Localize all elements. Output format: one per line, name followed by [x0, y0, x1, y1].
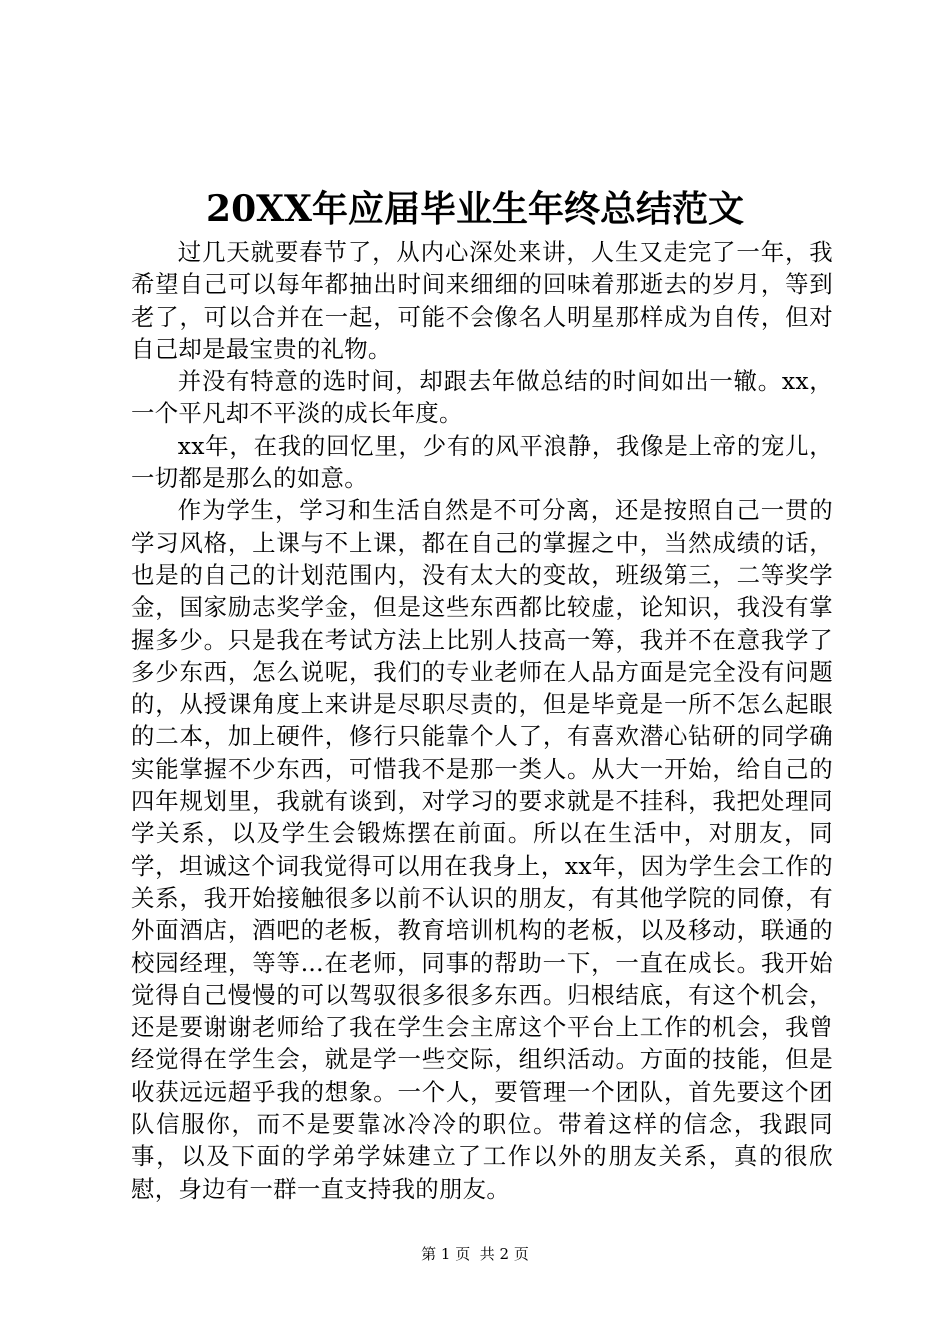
document-body	[131, 236, 833, 1205]
paragraph: 作为学生，学习和生活自然是不可分离，还是按照自己一贯的学习风格，上课与不上课，都在自己的掌握之中，当然成绩的话，也是的自己的计划范围内，没有太大的变故，班级第三，二等奖学金，国家励志奖学金，但是这些东西都比较虚，论知识，我没有掌握多少。只是我在考试方法上比别人技高一筹，我并不在意我学了多少东西，怎么说呢，我们的专业老师在人品方面是完全没有问题的，从授课角度上来讲是尽职尽责的，但是毕竟是一所不怎么起眼的二本，加上硬件，修行只能靠个人了，有喜欢潜心钻研的同学确实能掌握不少东西，可惜我不是那一类人。从大一开始，给自己的四年规划里，我就有谈到，对学习的要求就是不挂科，我把处理同学关系，以及学生会锻炼摆在前面。所以在生活中，对朋友，同学，坦诚这个词我觉得可以用在我身上，xx年，因为学生会工作的关系，我开始接触很多以前不认识的朋友，有其他学院的同僚，有外面酒店，酒吧的老板，教育培训机构的老板，以及移动，联通的校园经理，等等...在老师，同事的帮助一下，一直在成长。我开始觉得自己慢慢的可以驾驭很多很多东西。归根结底，有这个机会，还是要谢谢老师给了我在学生会主席这个平台上工作的机会，我曾经觉得在学生会，就是学一些交际，组织活动。方面的技能，但是收获远远超乎我的想象。一个人，要管理一个团队，首先要这个团队信服你，而不是要靠冰冷冷的职位。带着这样的信念，我跟同事，以及下面的学弟学妹建立了工作以外的朋友关系，真的很欣慰，身边有一群一直支持我的朋友。	[131, 496, 833, 1203]
paragraph: 过几天就要春节了，从内心深处来讲，人生又走完了一年，我希望自己可以每年都抽出时间来细细的回味着那逝去的岁月，等到老了，可以合并在一起，可能不会像名人明星那样成为自传，但对自己却是最宝贵的礼物。	[131, 238, 833, 363]
document-title: 20XX年应届毕业生年终总结范文	[206, 188, 744, 230]
paragraph: xx年，在我的回忆里，少有的风平浪静，我像是上帝的宠儿，一切都是那么的如意。	[131, 431, 833, 493]
page-number-footer: 第 1 页 共 2 页	[421, 1245, 529, 1263]
paragraph: 并没有特意的选时间，却跟去年做总结的时间如出一辙。xx，一个平凡却不平淡的成长年度。	[131, 367, 833, 428]
